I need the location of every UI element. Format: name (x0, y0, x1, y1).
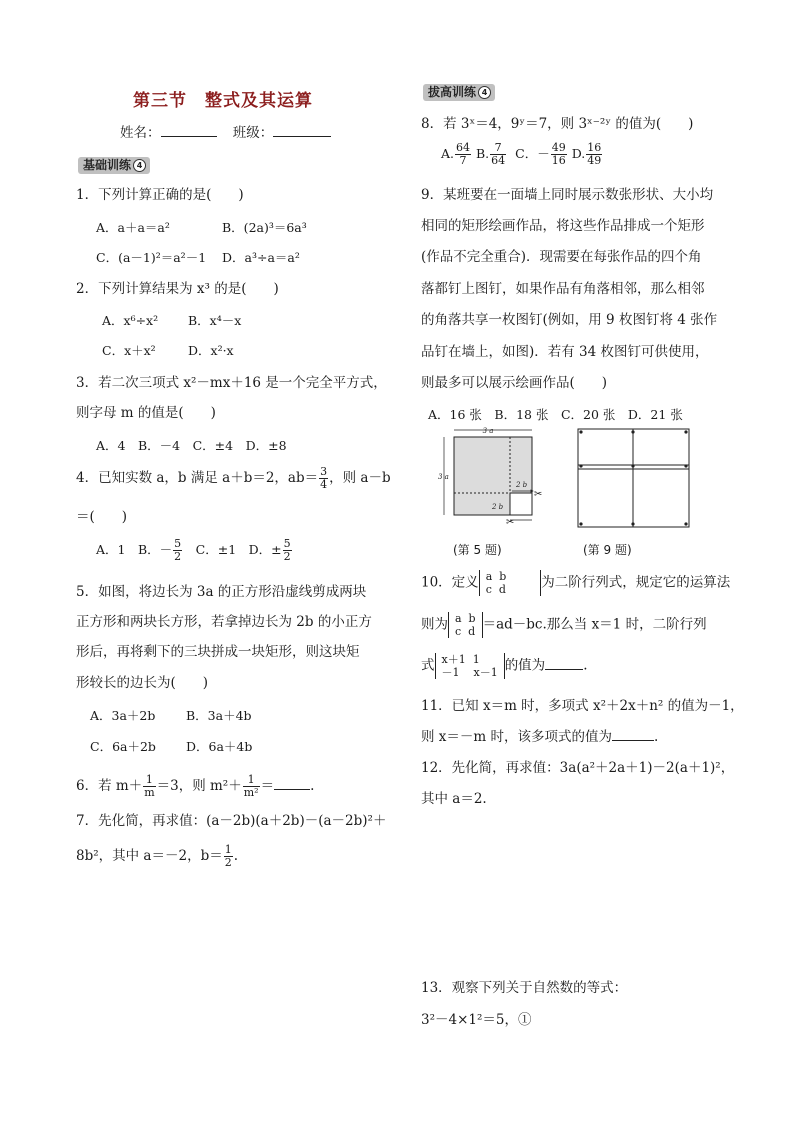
fraction: $\frac{3}{4}$ (320, 465, 328, 491)
q10-line2: 则为 a b c d ＝ad－bc.那么当 x＝1 时，二阶行列 (421, 612, 707, 638)
q5-line2: 正方形和两块长方形，若拿掉边长为 2b 的小正方 (76, 614, 372, 630)
fraction: $\frac{1}{\text{m²}}$ (243, 773, 259, 799)
q9-line2: 相同的矩形绘画作品，将这些作品排成一个矩形 (421, 218, 705, 234)
q6-answer-blank (274, 777, 310, 790)
q2-stem: 2．下列计算结果为 x³ 的是( ) (76, 281, 279, 297)
section-basic-badge: 基础训练 4 (78, 157, 150, 174)
scissors-icon: ✂ (506, 517, 515, 525)
q12-line2: 其中 a＝2. (421, 791, 487, 807)
label-3a-left: 3 a (438, 473, 449, 481)
q5-option-c: C．6a＋2b (90, 739, 156, 754)
q10-line3: 式 x＋1 1 －1 x－1 的值为 . (421, 653, 588, 679)
q10-line1: 10．定义 a b c d 为二阶行列式，规定它的运算法 (421, 570, 731, 596)
q3-line1: 3．若二次三项式 x²－mx＋16 是一个完全平方式， (76, 375, 387, 391)
q5-option-d: D．6a＋4b (186, 739, 253, 754)
q4-options: A．1 B．－ $\frac{5}{2}$ C．±1 D．± $\frac{5}{2}$ (96, 537, 291, 563)
q11-answer-blank (612, 728, 654, 741)
q3-line2: 则字母 m 的值是( ) (76, 405, 216, 421)
determinant: a b c d (479, 570, 542, 596)
q9-line3: (作品不完全重合)．现需要在每张作品的四个角 (421, 249, 702, 265)
q2-option-c: C．x＋x² (102, 343, 156, 358)
artwork-rect (578, 429, 633, 469)
determinant: a b c d (448, 612, 483, 638)
determinant: x＋1 1 －1 x－1 (435, 653, 505, 679)
q4-line2: ＝( ) (76, 509, 128, 525)
q8-stem: 8．若 3ˣ＝4，9ʸ＝7，则 3ˣ⁻²ʸ 的值为( ) (421, 116, 694, 132)
q13-line2: 3²－4×1²＝5，① (421, 1012, 532, 1028)
page-title: 第三节 整式及其运算 (133, 91, 313, 111)
class-label: 班级： (232, 125, 274, 141)
q9-line4: 落都钉上图钉，如果作品有角落相邻，那么相邻 (421, 281, 705, 297)
q9-line1: 9．某班要在一面墙上同时展示数张形状、大小均 (421, 187, 714, 203)
q7-line2: 8b²，其中 a＝－2，b＝ $\frac{1}{2}$ . (76, 843, 239, 869)
q3-options: A．4 B．－4 C．±4 D．±8 (96, 438, 287, 453)
q1-option-c: C．(a－1)²＝a²－1 (96, 250, 207, 265)
q5-option-b: B．3a＋4b (186, 708, 252, 723)
q5-line3: 形后，再将剩下的三块拼成一块矩形，则这块矩 (76, 644, 360, 660)
q1-stem: 1．下列计算正确的是( ) (76, 187, 244, 203)
fraction: $\frac{1}{m}$ (144, 773, 155, 799)
fraction: $\frac{5}{2}$ (174, 537, 182, 563)
q4-line1: 4．已知实数 a，b 满足 a＋b＝2，ab＝ $\frac{3}{4}$ ，则 a－b (76, 465, 391, 491)
figure-9-pinned-artworks (572, 425, 702, 535)
section-number-icon: 4 (133, 159, 146, 172)
q7-line1: 7．先化简，再求值：(a－2b)(a＋2b)－(a－2b)²＋ (76, 813, 387, 829)
name-field-row (120, 124, 331, 142)
q11-line1: 11．已知 x＝m 时，多项式 x²＋2x＋n² 的值为－1， (421, 698, 744, 714)
q2-option-a: A．x⁶÷x² (102, 313, 159, 328)
label-2b-right: 2 b (516, 481, 528, 489)
artwork-rect (578, 465, 633, 527)
q2-option-b: B．x⁴－x (188, 313, 242, 328)
section-advanced-badge: 拔高训练 4 (423, 84, 495, 101)
q8-options: A. $\frac{64}{7}$ B. $\frac{7}{64}$ C．－ $\frac{49}{16}$ D. $\frac{16}{49}$ (441, 141, 602, 167)
fraction: $\frac{16}{49}$ (587, 141, 602, 167)
small-square (510, 493, 532, 515)
q1-option-b: B．(2a)³＝6a³ (222, 220, 307, 235)
q9-line7: 则最多可以展示绘画作品( ) (421, 375, 608, 391)
figure-5-square-cut (436, 425, 556, 525)
fraction: $\frac{1}{2}$ (224, 843, 232, 869)
q12-line1: 12．先化简，再求值：3a(a²＋2a＋1)－2(a＋1)²， (421, 760, 735, 776)
q5-line1: 5．如图，将边长为 3a 的正方形沿虚线剪成两块 (76, 584, 367, 600)
q2-option-d: D．x²·x (188, 343, 234, 358)
label-3a-top: 3 a (482, 427, 494, 435)
q6: 6．若 m＋ $\frac{1}{m}$ ＝3，则 m²＋ $\frac{1}{\text{m²}}$ ＝ . (76, 773, 315, 799)
scissors-icon: ✂ (534, 489, 543, 500)
figure-5-caption: (第 5 题) (453, 543, 502, 557)
artwork-rect (633, 465, 689, 527)
class-blank (273, 124, 331, 137)
fraction: $\frac{49}{16}$ (551, 141, 566, 167)
label-2b-bottom: 2 b (492, 503, 504, 511)
q9-line5: 的角落共享一枚图钉(例如，用 9 枚图钉将 4 张作 (421, 312, 718, 328)
name-blank (161, 124, 217, 137)
fraction: $\frac{5}{2}$ (283, 537, 291, 563)
q9-line6: 品钉在墙上，如图)．若有 34 枚图钉可供使用， (421, 344, 709, 360)
q5-line4: 形较长的边长为( ) (76, 675, 209, 691)
figure-9-caption: (第 9 题) (583, 543, 632, 557)
section-number-icon: 4 (478, 86, 491, 99)
q5-option-a: A．3a＋2b (90, 708, 156, 723)
fraction: $\frac{64}{7}$ (456, 141, 471, 167)
q1-option-a: A．a＋a＝a² (96, 220, 170, 235)
q13-line1: 13．观察下列关于自然数的等式： (421, 980, 628, 996)
q10-answer-blank (545, 657, 583, 670)
q9-options: A．16 张 B．18 张 C．20 张 D．21 张 (428, 407, 683, 422)
artwork-rect (633, 429, 689, 469)
fraction: $\frac{7}{64}$ (491, 141, 506, 167)
name-label: 姓名： (120, 125, 161, 141)
q1-option-d: D．a³÷a＝a² (222, 250, 300, 265)
q11-line2: 则 x＝－m 时，该多项式的值为 . (421, 729, 659, 745)
